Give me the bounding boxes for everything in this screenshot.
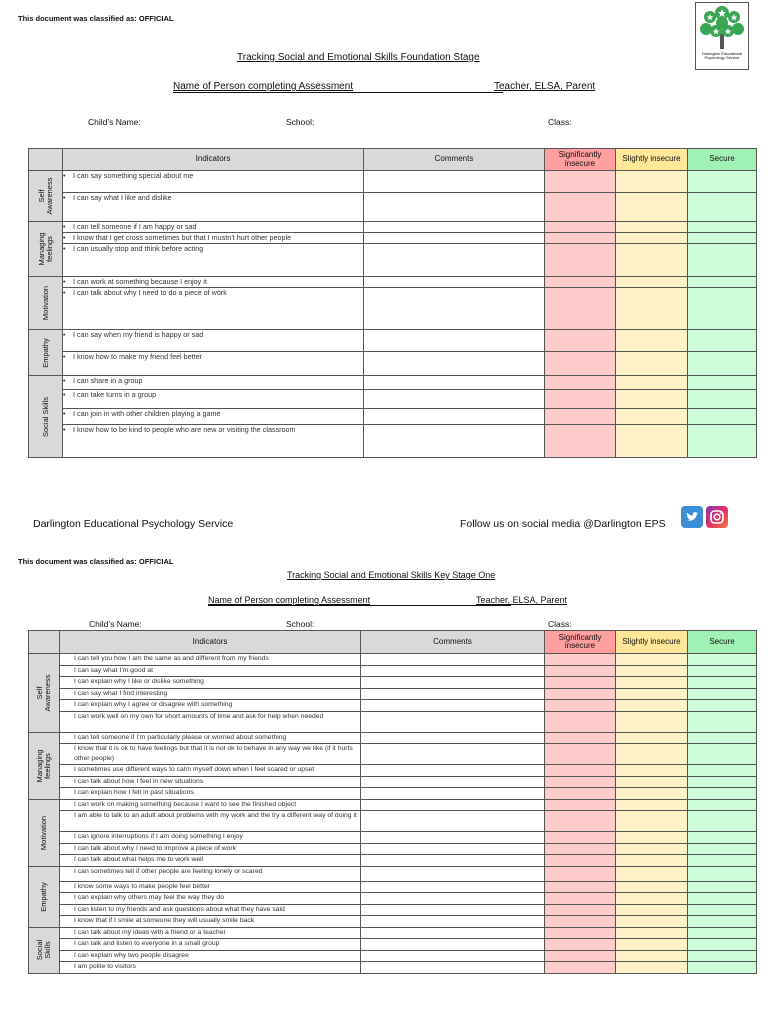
- slightly-insecure-cell[interactable]: [616, 904, 688, 916]
- footer-service-name: Darlington Educational Psychology Service: [33, 518, 234, 530]
- indicator-item: I can say what I’m good at: [60, 665, 361, 677]
- comment-cell[interactable]: [364, 390, 545, 409]
- slightly-insecure-cell[interactable]: [616, 171, 688, 193]
- secure-cell[interactable]: [688, 425, 757, 458]
- indicator-item: • I can say something special about me: [63, 171, 364, 193]
- indicator-item: • I can join in with other children playing a game: [63, 409, 364, 425]
- child-name-label: Child’s Name:: [89, 619, 142, 629]
- slightly-insecure-cell[interactable]: [616, 866, 688, 881]
- secure-cell[interactable]: [688, 390, 757, 409]
- secure-header: Secure: [688, 631, 757, 654]
- slightly-insecure-cell[interactable]: [616, 732, 688, 744]
- significantly-insecure-cell[interactable]: [545, 927, 616, 939]
- slightly-insecure-cell[interactable]: [616, 409, 688, 425]
- secure-cell[interactable]: [688, 765, 757, 777]
- significantly-insecure-cell[interactable]: [545, 939, 616, 951]
- indicator-item: • I can say when my friend is happy or sad: [63, 330, 364, 352]
- slightly-insecure-cell[interactable]: [616, 776, 688, 788]
- twitter-icon[interactable]: [681, 506, 703, 528]
- significantly-insecure-cell[interactable]: [545, 688, 616, 700]
- comment-cell[interactable]: [361, 700, 545, 712]
- section-label-managing-feelings: Managing feelings: [29, 222, 63, 277]
- slightly-insecure-header: Slightly insecure: [616, 149, 688, 171]
- secure-cell[interactable]: [688, 744, 757, 765]
- secure-cell[interactable]: [688, 654, 757, 666]
- slightly-insecure-cell[interactable]: [616, 277, 688, 288]
- corner-header: [29, 631, 60, 654]
- slightly-insecure-cell[interactable]: [616, 950, 688, 962]
- comment-cell[interactable]: [361, 765, 545, 777]
- slightly-insecure-cell[interactable]: [616, 711, 688, 732]
- comment-cell[interactable]: [361, 654, 545, 666]
- comment-cell[interactable]: [361, 916, 545, 928]
- section-label-social-skills: Social Skills: [29, 376, 63, 458]
- slightly-insecure-cell[interactable]: [616, 688, 688, 700]
- secure-cell[interactable]: [688, 776, 757, 788]
- secure-cell[interactable]: [688, 811, 757, 832]
- slightly-insecure-cell[interactable]: [616, 744, 688, 765]
- indicator-item: I sometimes use different ways to calm myself down when I feel scared or upset: [60, 765, 361, 777]
- comment-cell[interactable]: [361, 893, 545, 905]
- assessor-name-text: Name of Person completing Assessment: [173, 81, 354, 92]
- comment-cell[interactable]: [364, 288, 545, 330]
- section-label-self-awareness: Self Awareness: [29, 171, 63, 222]
- indicator-item: • I can talk about why I need to do a piece of work: [63, 288, 364, 330]
- comment-cell[interactable]: [364, 425, 545, 458]
- slightly-insecure-cell[interactable]: [616, 288, 688, 330]
- class-label: Class:: [548, 619, 572, 629]
- section-label-social-skills: Social Skills: [29, 927, 60, 973]
- comment-cell[interactable]: [361, 866, 545, 881]
- slightly-insecure-cell[interactable]: [616, 799, 688, 811]
- school-label: School:: [286, 117, 315, 127]
- page1-title: Tracking Social and Emotional Skills Foundation Stage: [237, 52, 480, 63]
- secure-cell[interactable]: [688, 732, 757, 744]
- significantly-insecure-cell[interactable]: [545, 222, 616, 233]
- comment-cell[interactable]: [364, 222, 545, 233]
- corner-header: [29, 149, 63, 171]
- section-label-managing-feelings: Managing feelings: [29, 732, 60, 799]
- comment-cell[interactable]: [361, 711, 545, 732]
- secure-cell[interactable]: [688, 939, 757, 951]
- indicators-header: Indicators: [60, 631, 361, 654]
- comment-cell[interactable]: [361, 665, 545, 677]
- significantly-insecure-cell[interactable]: [545, 244, 616, 277]
- secure-cell[interactable]: [688, 193, 757, 222]
- secure-cell[interactable]: [688, 665, 757, 677]
- significantly-insecure-cell[interactable]: [545, 425, 616, 458]
- comment-cell[interactable]: [361, 881, 545, 893]
- indicators-header: Indicators: [63, 149, 364, 171]
- secure-cell[interactable]: [688, 376, 757, 390]
- secure-header: Secure: [688, 149, 757, 171]
- indicator-item: • I know that I get cross sometimes but that I mustn’t hurt other people: [63, 233, 364, 244]
- section-label-empathy: Empathy: [29, 866, 60, 927]
- secure-cell[interactable]: [688, 866, 757, 881]
- significantly-insecure-cell[interactable]: [545, 330, 616, 352]
- significantly-insecure-cell[interactable]: [545, 765, 616, 777]
- indicator-item: • I can tell someone if I am happy or sad: [63, 222, 364, 233]
- slightly-insecure-cell[interactable]: [616, 193, 688, 222]
- comment-cell[interactable]: [364, 244, 545, 277]
- slightly-insecure-cell[interactable]: [616, 654, 688, 666]
- secure-cell[interactable]: [688, 881, 757, 893]
- assessor-name-label: [173, 81, 503, 93]
- assessor-name-text: Name of Person completing Assessment: [208, 595, 371, 605]
- indicator-item: I can tell you how I am the same as and different from my friends: [60, 654, 361, 666]
- secure-cell[interactable]: [688, 904, 757, 916]
- indicator-item: I can explain how I felt in past situations: [60, 788, 361, 800]
- significantly-insecure-cell[interactable]: [545, 233, 616, 244]
- comment-cell[interactable]: [364, 330, 545, 352]
- assessor-role-label: Teacher, ELSA, Parent: [476, 595, 568, 605]
- significantly-insecure-cell[interactable]: [545, 788, 616, 800]
- comment-cell[interactable]: [361, 811, 545, 832]
- significantly-insecure-cell[interactable]: [545, 700, 616, 712]
- comment-cell[interactable]: [361, 855, 545, 867]
- significantly-insecure-cell[interactable]: [545, 665, 616, 677]
- indicator-item: • I know how to be kind to people who are new or visiting the classroom: [63, 425, 364, 458]
- slightly-insecure-cell[interactable]: [616, 843, 688, 855]
- indicator-item: I can talk about my ideas with a friend or a teacher: [60, 927, 361, 939]
- slightly-insecure-cell[interactable]: [616, 222, 688, 233]
- significantly-insecure-cell[interactable]: [545, 390, 616, 409]
- significantly-insecure-cell[interactable]: [545, 866, 616, 881]
- indicator-item: I can explain why others may feel the way they do: [60, 893, 361, 905]
- indicator-item: • I can say what I like and dislike: [63, 193, 364, 222]
- comment-cell[interactable]: [361, 843, 545, 855]
- slightly-insecure-cell[interactable]: [616, 352, 688, 376]
- comment-cell[interactable]: [361, 950, 545, 962]
- secure-cell[interactable]: [688, 855, 757, 867]
- slightly-insecure-cell[interactable]: [616, 390, 688, 409]
- indicator-item: I am able to talk to an adult about problems with my work and the try a different way of doing it: [60, 811, 361, 832]
- comment-cell[interactable]: [361, 962, 545, 974]
- slightly-insecure-cell[interactable]: [616, 855, 688, 867]
- slightly-insecure-cell[interactable]: [616, 811, 688, 832]
- secure-cell[interactable]: [688, 409, 757, 425]
- comment-cell[interactable]: [361, 788, 545, 800]
- comment-cell[interactable]: [364, 193, 545, 222]
- foundation-stage-table: [28, 148, 757, 458]
- significantly-insecure-cell[interactable]: [545, 288, 616, 330]
- indicator-item: • I can work at something because I enjoy it: [63, 277, 364, 288]
- secure-cell[interactable]: [688, 222, 757, 233]
- indicator-item: I can tell someone if I’m particularly please or worried about something: [60, 732, 361, 744]
- secure-cell[interactable]: [688, 330, 757, 352]
- key-stage-one-table: [28, 630, 757, 974]
- comment-cell[interactable]: [364, 277, 545, 288]
- comment-cell[interactable]: [361, 776, 545, 788]
- eps-logo: [695, 2, 749, 70]
- class-label: Class:: [548, 117, 572, 127]
- slightly-insecure-cell[interactable]: [616, 677, 688, 689]
- slightly-insecure-cell[interactable]: [616, 916, 688, 928]
- slightly-insecure-cell[interactable]: [616, 665, 688, 677]
- indicator-item: I can talk about how I feel in new situations: [60, 776, 361, 788]
- indicator-item: I am polite to visitors: [60, 962, 361, 974]
- indicator-item: I can explain why two people disagree: [60, 950, 361, 962]
- indicator-item: I can talk about why I need to improve a piece of work: [60, 843, 361, 855]
- indicator-item: I know that it is ok to have feelings but that it is not ok to behave in any way we like (if it hurts other people): [60, 744, 361, 765]
- significantly-insecure-cell[interactable]: [545, 654, 616, 666]
- secure-cell[interactable]: [688, 893, 757, 905]
- secure-cell[interactable]: [688, 277, 757, 288]
- comment-cell[interactable]: [361, 832, 545, 844]
- slightly-insecure-cell[interactable]: [616, 893, 688, 905]
- secure-cell[interactable]: [688, 244, 757, 277]
- significantly-insecure-cell[interactable]: [545, 916, 616, 928]
- secure-cell[interactable]: [688, 677, 757, 689]
- comment-cell[interactable]: [361, 688, 545, 700]
- significantly-insecure-cell[interactable]: [545, 893, 616, 905]
- comment-cell[interactable]: [364, 409, 545, 425]
- slightly-insecure-cell[interactable]: [616, 244, 688, 277]
- indicator-item: I can talk and listen to everyone in a small group: [60, 939, 361, 951]
- classification-label: This document was classified as: OFFICIAL: [18, 14, 174, 23]
- assessor-role-label: Teacher, ELSA, Parent: [494, 81, 596, 92]
- significantly-insecure-cell[interactable]: [545, 277, 616, 288]
- page2-title: Tracking Social and Emotional Skills Key Stage One: [287, 570, 496, 580]
- significantly-insecure-cell[interactable]: [545, 832, 616, 844]
- significantly-insecure-cell[interactable]: [545, 732, 616, 744]
- indicator-item: I can explain why I like or dislike something: [60, 677, 361, 689]
- instagram-icon[interactable]: [706, 506, 728, 528]
- school-label: School:: [286, 619, 315, 629]
- section-label-motivation: Motivation: [29, 277, 63, 330]
- significantly-insecure-cell[interactable]: [545, 962, 616, 974]
- significantly-insecure-cell[interactable]: [545, 950, 616, 962]
- slightly-insecure-cell[interactable]: [616, 927, 688, 939]
- comment-cell[interactable]: [361, 927, 545, 939]
- secure-cell[interactable]: [688, 962, 757, 974]
- significantly-insecure-header: Significantly insecure: [545, 149, 616, 171]
- significantly-insecure-cell[interactable]: [545, 171, 616, 193]
- section-label-motivation: Motivation: [29, 799, 60, 866]
- significantly-insecure-cell[interactable]: [545, 352, 616, 376]
- comments-header: Comments: [361, 631, 545, 654]
- significantly-insecure-cell[interactable]: [545, 711, 616, 732]
- comment-cell[interactable]: [361, 904, 545, 916]
- indicator-item: I can work well on my own for short amounts of time and ask for help when needed: [60, 711, 361, 732]
- footer-social-text: Follow us on social media @Darlington EPS: [460, 518, 666, 530]
- comment-cell[interactable]: [361, 732, 545, 744]
- secure-cell[interactable]: [688, 788, 757, 800]
- comment-cell[interactable]: [364, 171, 545, 193]
- indicator-item: I can sometimes tell if other people are feeling lonely or scared: [60, 866, 361, 881]
- secure-cell[interactable]: [688, 288, 757, 330]
- tree-logo-icon: [696, 3, 748, 51]
- secure-cell[interactable]: [688, 711, 757, 732]
- comment-cell[interactable]: [364, 376, 545, 390]
- slightly-insecure-cell[interactable]: [616, 765, 688, 777]
- indicator-item: • I can take turns in a group: [63, 390, 364, 409]
- indicator-item: I can work on making something because I want to see the finished object: [60, 799, 361, 811]
- comment-cell[interactable]: [364, 352, 545, 376]
- indicator-item: • I know how to make my friend feel better: [63, 352, 364, 376]
- secure-cell[interactable]: [688, 688, 757, 700]
- section-label-self-awareness: Self Awareness: [29, 654, 60, 733]
- indicator-item: I can say what I find interesting: [60, 688, 361, 700]
- secure-cell[interactable]: [688, 233, 757, 244]
- indicator-item: • I can share in a group: [63, 376, 364, 390]
- secure-cell[interactable]: [688, 700, 757, 712]
- secure-cell[interactable]: [688, 352, 757, 376]
- classification-label: This document was classified as: OFFICIAL: [18, 557, 174, 566]
- slightly-insecure-cell[interactable]: [616, 425, 688, 458]
- slightly-insecure-cell[interactable]: [616, 962, 688, 974]
- secure-cell[interactable]: [688, 927, 757, 939]
- significantly-insecure-cell[interactable]: [545, 811, 616, 832]
- significantly-insecure-cell[interactable]: [545, 904, 616, 916]
- slightly-insecure-cell[interactable]: [616, 376, 688, 390]
- indicator-item: • I can usually stop and think before acting: [63, 244, 364, 277]
- indicator-item: I can ignore interruptions if I am doing something I enjoy: [60, 832, 361, 844]
- slightly-insecure-header: Slightly insecure: [616, 631, 688, 654]
- secure-cell[interactable]: [688, 916, 757, 928]
- indicator-item: I can explain why I agree or disagree with something: [60, 700, 361, 712]
- secure-cell[interactable]: [688, 799, 757, 811]
- secure-cell[interactable]: [688, 832, 757, 844]
- assessor-name-label: [208, 595, 511, 606]
- slightly-insecure-cell[interactable]: [616, 700, 688, 712]
- significantly-insecure-header: Significantly insecure: [545, 631, 616, 654]
- comment-cell[interactable]: [361, 744, 545, 765]
- secure-cell[interactable]: [688, 171, 757, 193]
- slightly-insecure-cell[interactable]: [616, 330, 688, 352]
- indicator-item: I know that if I smile at someone they will usually smile back: [60, 916, 361, 928]
- comments-header: Comments: [364, 149, 545, 171]
- slightly-insecure-cell[interactable]: [616, 832, 688, 844]
- secure-cell[interactable]: [688, 950, 757, 962]
- child-name-label: Child’s Name:: [88, 117, 141, 127]
- comment-cell[interactable]: [364, 233, 545, 244]
- section-label-empathy: Empathy: [29, 330, 63, 376]
- indicator-item: I can listen to my friends and ask questions about what they have said: [60, 904, 361, 916]
- significantly-insecure-cell[interactable]: [545, 376, 616, 390]
- secure-cell[interactable]: [688, 843, 757, 855]
- significantly-insecure-cell[interactable]: [545, 677, 616, 689]
- significantly-insecure-cell[interactable]: [545, 881, 616, 893]
- comment-cell[interactable]: [361, 799, 545, 811]
- significantly-insecure-cell[interactable]: [545, 409, 616, 425]
- significantly-insecure-cell[interactable]: [545, 855, 616, 867]
- slightly-insecure-cell[interactable]: [616, 233, 688, 244]
- slightly-insecure-cell[interactable]: [616, 939, 688, 951]
- significantly-insecure-cell[interactable]: [545, 799, 616, 811]
- significantly-insecure-cell[interactable]: [545, 776, 616, 788]
- logo-caption: Darlington Educational Psychology Service: [701, 51, 743, 61]
- significantly-insecure-cell[interactable]: [545, 193, 616, 222]
- slightly-insecure-cell[interactable]: [616, 788, 688, 800]
- indicator-item: I know some ways to make people feel better: [60, 881, 361, 893]
- significantly-insecure-cell[interactable]: [545, 843, 616, 855]
- slightly-insecure-cell[interactable]: [616, 881, 688, 893]
- significantly-insecure-cell[interactable]: [545, 744, 616, 765]
- comment-cell[interactable]: [361, 939, 545, 951]
- comment-cell[interactable]: [361, 677, 545, 689]
- indicator-item: I can talk about what helps me to work well: [60, 855, 361, 867]
